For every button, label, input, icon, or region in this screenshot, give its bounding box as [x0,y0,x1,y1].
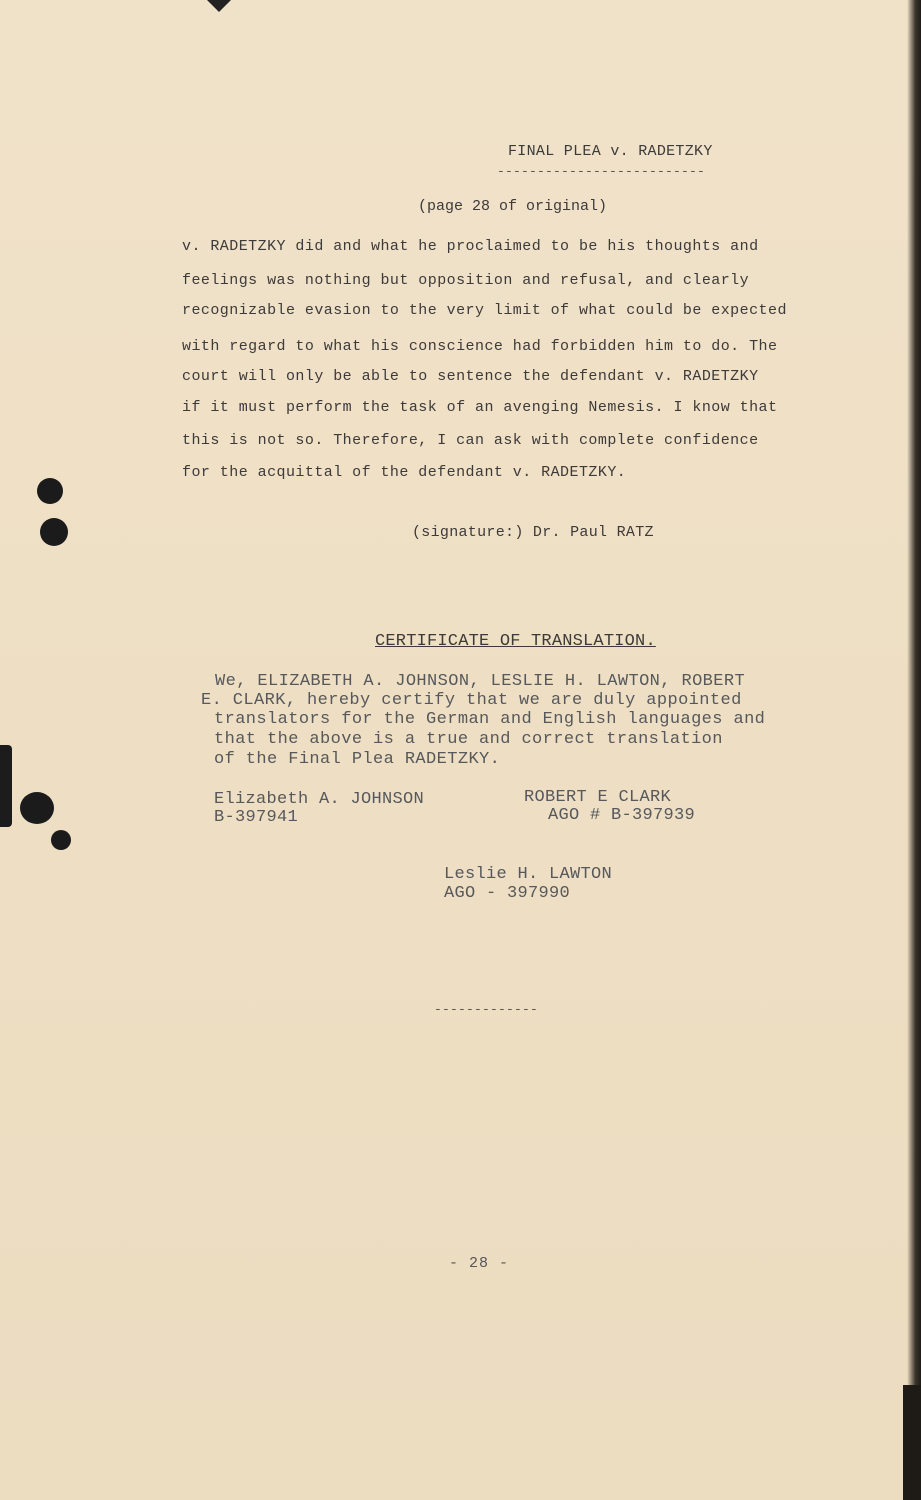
translator-name-lawton: Leslie H. LAWTON [444,865,613,884]
title-underline: -------------------------- [497,164,706,179]
body-line-2: feelings was nothing but opposition and refusal, and clearly [182,272,750,289]
certificate-line-4: that the above is a true and correct translation [214,730,723,749]
body-line-4: with regard to what his conscience had forbidden him to do. The [182,338,778,355]
certificate-title: CERTIFICATE OF TRANSLATION. [375,632,656,651]
page-edge-shadow-bottom [903,1385,921,1500]
punch-hole-3 [20,792,54,824]
certificate-line-3: translators for the German and English languages and [214,710,766,729]
page-edge-shadow [907,0,921,1500]
body-line-8: for the acquittal of the defendant v. RADETZKY. [182,464,627,481]
certificate-line-1: We, ELIZABETH A. JOHNSON, LESLIE H. LAWTON, ROBERT [215,672,746,691]
punch-hole-2 [40,518,68,546]
translator-id-johnson: B-397941 [214,808,299,827]
body-line-7: this is not so. Therefore, I can ask with complete confidence [182,432,759,449]
page-reference: (page 28 of original) [418,198,608,215]
punch-hole-1 [37,478,63,504]
body-line-5: court will only be able to sentence the defendant v. RADETZKY [182,368,759,385]
translator-id-clark: AGO # B-397939 [548,806,696,825]
top-mark [207,0,231,12]
certificate-line-5: of the Final Plea RADETZKY. [214,750,501,769]
punch-hole-4 [51,830,71,850]
page-number: - 28 - [449,1255,510,1272]
signature-line: (signature:) Dr. Paul RATZ [412,524,654,541]
translator-name-johnson: Elizabeth A. JOHNSON [214,790,425,809]
translator-id-lawton: AGO - 397990 [444,884,571,903]
body-line-1: v. RADETZKY did and what he proclaimed to be his thoughts and [182,238,759,255]
closing-rule: ------------- [434,1002,539,1017]
binding-mark [0,745,12,827]
certificate-line-2: E. CLARK, hereby certify that we are duly appointed [201,691,742,710]
document-title: FINAL PLEA v. RADETZKY [508,143,713,160]
body-line-6: if it must perform the task of an avenging Nemesis. I know that [182,399,778,416]
translator-name-clark: ROBERT E CLARK [524,788,672,807]
body-line-3: recognizable evasion to the very limit of what could be expected [182,302,787,319]
